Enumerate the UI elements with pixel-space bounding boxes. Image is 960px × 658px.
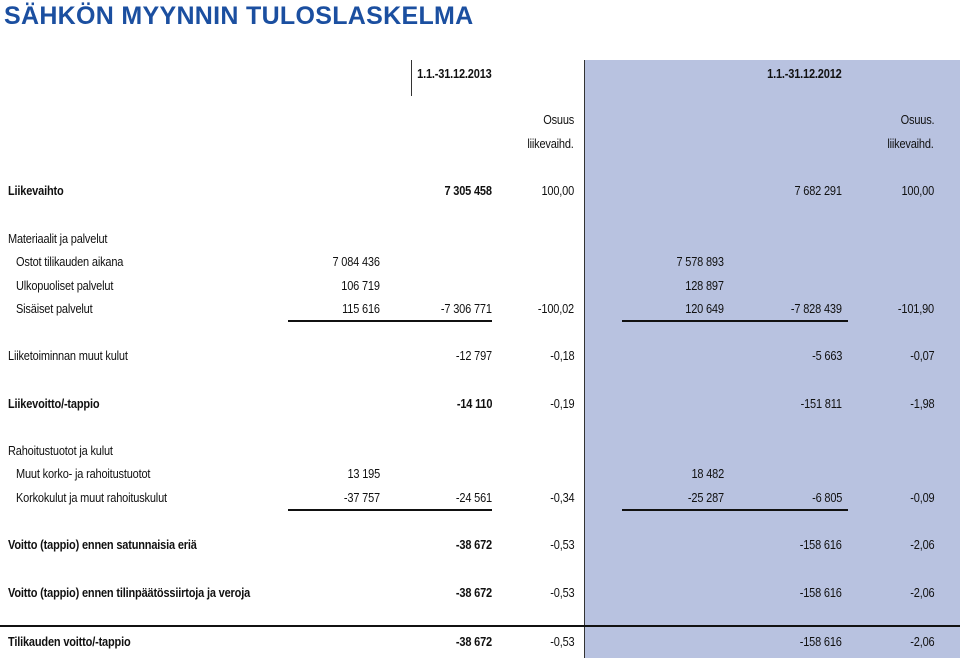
row-liikevoitto-total-2013: -14 110 [456,397,492,411]
row-voitto-tilinpaatos-total-2012: -158 616 [799,586,842,600]
row-sisaiset-share-2012: -101,90 [897,302,934,316]
row-muut-korko-label: Muut korko- ja rahoitustuotot [16,467,151,481]
row-sisaiset-share-2013: -100,02 [537,302,574,316]
row-tilikauden-share-2013: -0,53 [549,635,574,649]
row-rahoitus-label: Rahoitustuotot ja kulut [8,444,113,458]
row-korkokulut-total-2013: -24 561 [455,491,492,505]
column-divider-left [411,60,412,96]
row-liikevoitto-share-2013: -0,19 [549,397,574,411]
row-sisaiset-total-2012: -7 828 439 [791,302,842,316]
row-materiaalit-label: Materiaalit ja palvelut [8,232,108,246]
row-liikevaihto-total-2013: 7 305 458 [444,184,492,198]
row-korkokulut-label: Korkokulut ja muut rahoituskulut [16,491,167,505]
row-sisaiset-sub-2012: 120 649 [685,302,724,316]
row-tilikauden-share-2012: -2,06 [909,635,934,649]
row-voitto-satunnais-total-2013: -38 672 [455,538,492,552]
row-muut-kulut-share-2013: -0,18 [549,349,574,363]
row-ostot-sub-2012: 7 578 893 [676,255,724,269]
row-korkokulut-sub-2012: -25 287 [687,491,724,505]
underline-rahoitus-2012 [622,509,848,511]
row-ulkopuoliset-label: Ulkopuoliset palvelut [16,279,114,293]
row-muut-korko-sub-2012: 18 482 [691,467,724,481]
row-muut-kulut-share-2012: -0,07 [909,349,934,363]
header-share-2013-line2: liikevaihd. [527,137,574,151]
row-korkokulut-share-2013: -0,34 [549,491,574,505]
row-ulkopuoliset-sub-2012: 128 897 [685,279,724,293]
row-liikevaihto-share-2012: 100,00 [901,184,934,198]
row-liikevaihto-total-2012: 7 682 291 [794,184,842,198]
row-ulkopuoliset-sub-2013: 106 719 [341,279,380,293]
header-share-2013-line1: Osuus [543,113,574,127]
row-voitto-tilinpaatos-label: Voitto (tappio) ennen tilinpäätössiirtoja ja veroja [8,586,251,600]
header-share-2012-line1: Osuus. [900,113,934,127]
divider-final [0,625,960,627]
underline-materiaalit-2012 [622,320,848,322]
row-voitto-satunnais-total-2012: -158 616 [799,538,842,552]
row-sisaiset-label: Sisäiset palvelut [16,302,93,316]
row-liikevaihto-label: Liikevaihto [8,184,64,198]
row-korkokulut-share-2012: -0,09 [909,491,934,505]
row-liikevoitto-total-2012: -151 811 [800,397,842,411]
row-sisaiset-sub-2013: 115 616 [342,302,380,316]
row-tilikauden-total-2012: -158 616 [799,635,842,649]
underline-materiaalit-2013 [288,320,492,322]
row-muut-kulut-total-2012: -5 663 [811,349,842,363]
row-tilikauden-total-2013: -38 672 [455,635,492,649]
page-title: SÄHKÖN MYYNNIN TULOSLASKELMA [4,2,474,30]
header-period-2013: 1.1.-31.12.2013 [417,67,492,81]
row-liikevoitto-share-2012: -1,98 [909,397,934,411]
row-voitto-satunnais-share-2012: -2,06 [909,538,934,552]
row-sisaiset-total-2013: -7 306 771 [441,302,492,316]
row-ostot-label: Ostot tilikauden aikana [16,255,124,269]
row-liikevaihto-share-2013: 100,00 [541,184,574,198]
row-voitto-tilinpaatos-share-2012: -2,06 [909,586,934,600]
row-muut-kulut-total-2013: -12 797 [455,349,492,363]
underline-rahoitus-2013 [288,509,492,511]
column-divider-2012 [584,60,585,658]
header-share-2012-line2: liikevaihd. [887,137,934,151]
row-liikevoitto-label: Liikevoitto/-tappio [8,397,100,411]
row-voitto-tilinpaatos-share-2013: -0,53 [549,586,574,600]
row-korkokulut-total-2012: -6 805 [811,491,842,505]
row-voitto-tilinpaatos-total-2013: -38 672 [455,586,492,600]
row-ostot-sub-2013: 7 084 436 [332,255,380,269]
row-korkokulut-sub-2013: -37 757 [343,491,380,505]
row-tilikauden-label: Tilikauden voitto/-tappio [8,635,131,649]
row-voitto-satunnais-label: Voitto (tappio) ennen satunnaisia eriä [8,538,197,552]
row-muut-korko-sub-2013: 13 195 [347,467,380,481]
row-voitto-satunnais-share-2013: -0,53 [549,538,574,552]
row-muut-kulut-label: Liiketoiminnan muut kulut [8,349,128,363]
header-period-2012: 1.1.-31.12.2012 [767,67,842,81]
